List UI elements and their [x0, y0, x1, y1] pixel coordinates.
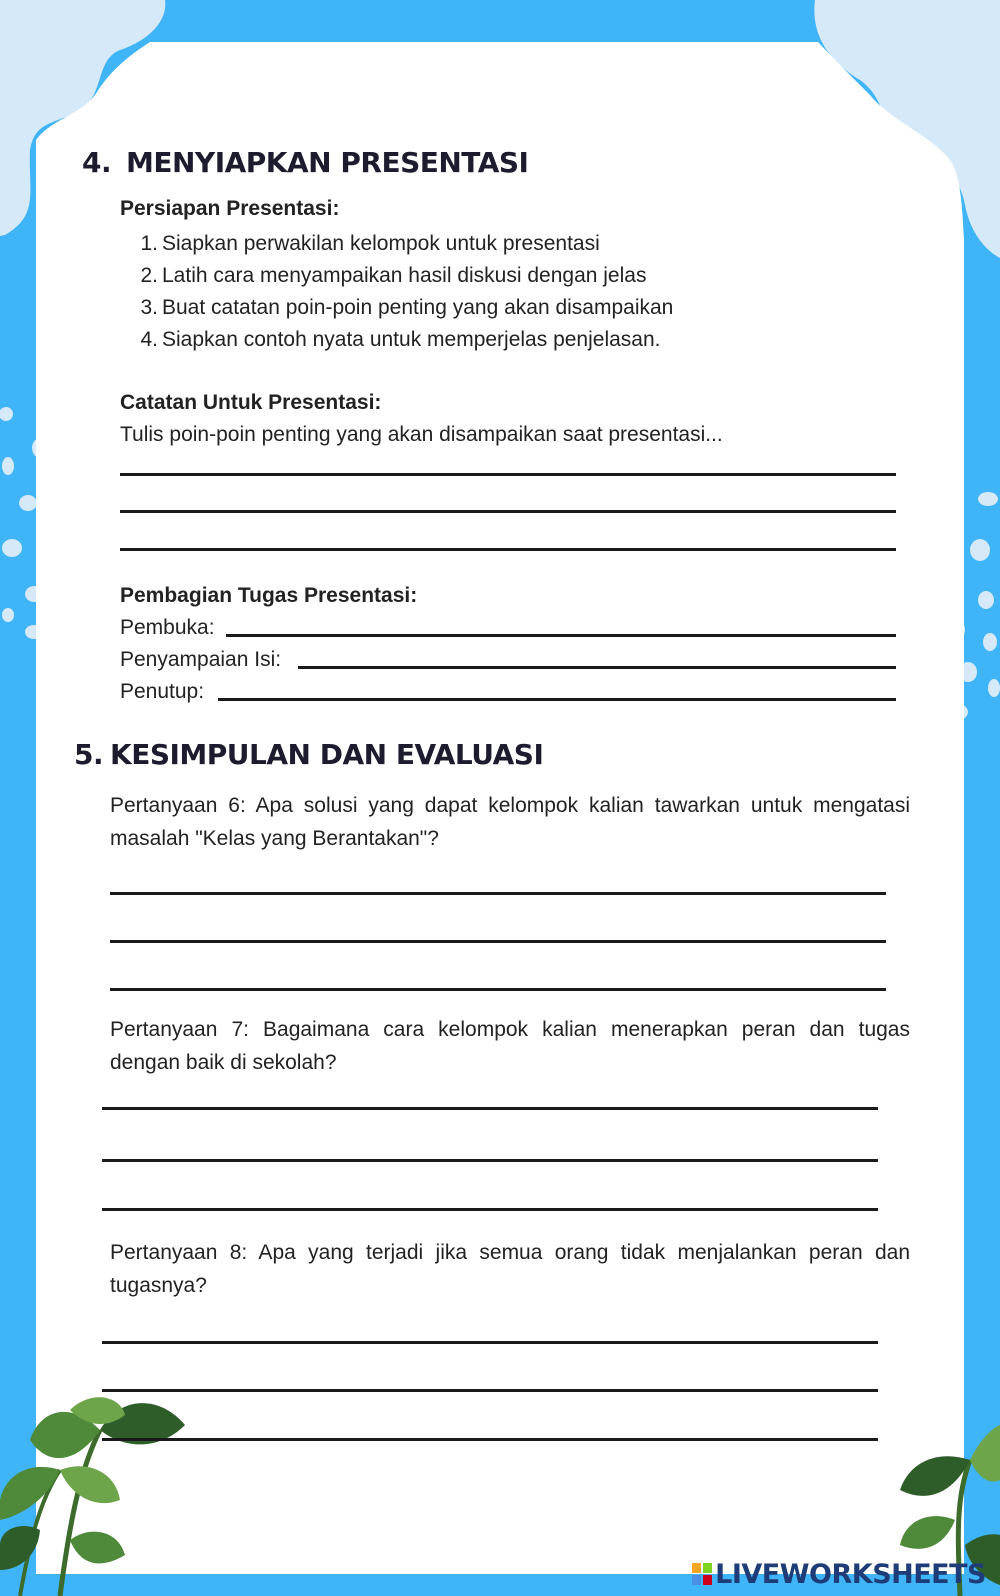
- list-item: [136, 260, 673, 292]
- q8-answer-line-3[interactable]: [102, 1438, 878, 1441]
- q7-answer-line-1[interactable]: [102, 1107, 878, 1110]
- q6-answer-line-3[interactable]: [110, 988, 886, 991]
- question-7: Pertanyaan 7: Bagaimana cara kelompok kalian menerapkan peran dan tugas dengan baik di sekolah?: [110, 1018, 910, 1074]
- list-item: [136, 324, 673, 356]
- section-4-number: 4.: [82, 146, 112, 179]
- section-5-number: 5.: [74, 738, 104, 771]
- list-item-text: Siapkan perwakilan kelompok untuk presentasi: [162, 232, 600, 255]
- list-item: [136, 292, 673, 324]
- tasks-label: Pembagian Tugas Presentasi:: [120, 584, 418, 607]
- task-opening-row: [120, 616, 215, 640]
- q6-answer-line-1[interactable]: [110, 892, 886, 895]
- notes-label: Catatan Untuk Presentasi:: [120, 391, 382, 414]
- task-closing-label: Penutup:: [120, 680, 205, 703]
- prep-list: [136, 228, 673, 356]
- list-item-text: Buat catatan poin-poin penting yang akan disampaikan: [162, 296, 674, 319]
- list-item: [136, 228, 673, 260]
- list-item-number: 3.: [140, 296, 158, 319]
- section-5-title: KESIMPULAN DAN EVALUASI: [110, 738, 544, 771]
- q6-answer-line-2[interactable]: [110, 940, 886, 943]
- q7-answer-line-2[interactable]: [102, 1159, 878, 1162]
- list-item-number: 4.: [140, 328, 158, 351]
- liveworksheets-brand[interactable]: [692, 1559, 986, 1590]
- notes-answer-line-2[interactable]: [120, 510, 896, 513]
- q7-answer-line-3[interactable]: [102, 1208, 878, 1211]
- q8-answer-line-1[interactable]: [102, 1341, 878, 1344]
- brand-text: LIVEWORKSHEETS: [715, 1559, 986, 1590]
- list-item-text: Siapkan contoh nyata untuk memperjelas penjelasan.: [162, 328, 661, 351]
- section-4-title: MENYIAPKAN PRESENTASI: [126, 146, 529, 179]
- task-content-line[interactable]: [298, 666, 896, 669]
- notes-instruction: Tulis poin-poin penting yang akan disampaikan saat presentasi...: [120, 423, 723, 446]
- prep-label: Persiapan Presentasi:: [120, 197, 340, 220]
- task-closing-row: [120, 680, 204, 704]
- task-content-label: Penyampaian Isi:: [120, 648, 282, 671]
- section-4-heading: [82, 146, 528, 179]
- list-item-number: 2.: [140, 264, 158, 287]
- q8-answer-line-2[interactable]: [102, 1389, 878, 1392]
- task-opening-line[interactable]: [226, 634, 896, 637]
- task-content-row: [120, 648, 281, 672]
- question-6: Pertanyaan 6: Apa solusi yang dapat kelompok kalian tawarkan untuk mengatasi masalah "Kelas yang Berantakan"?: [110, 794, 910, 850]
- task-closing-line[interactable]: [218, 698, 896, 701]
- question-8: Pertanyaan 8: Apa yang terjadi jika semua orang tidak menjalankan peran dan tugasnya?: [110, 1241, 910, 1297]
- task-opening-label: Pembuka:: [120, 616, 215, 639]
- notes-answer-line-3[interactable]: [120, 548, 896, 551]
- section-5-heading: [74, 738, 543, 771]
- liveworksheets-logo-icon: [692, 1563, 712, 1585]
- list-item-number: 1.: [140, 232, 158, 255]
- notes-answer-line-1[interactable]: [120, 473, 896, 476]
- list-item-text: Latih cara menyampaikan hasil diskusi dengan jelas: [162, 264, 647, 287]
